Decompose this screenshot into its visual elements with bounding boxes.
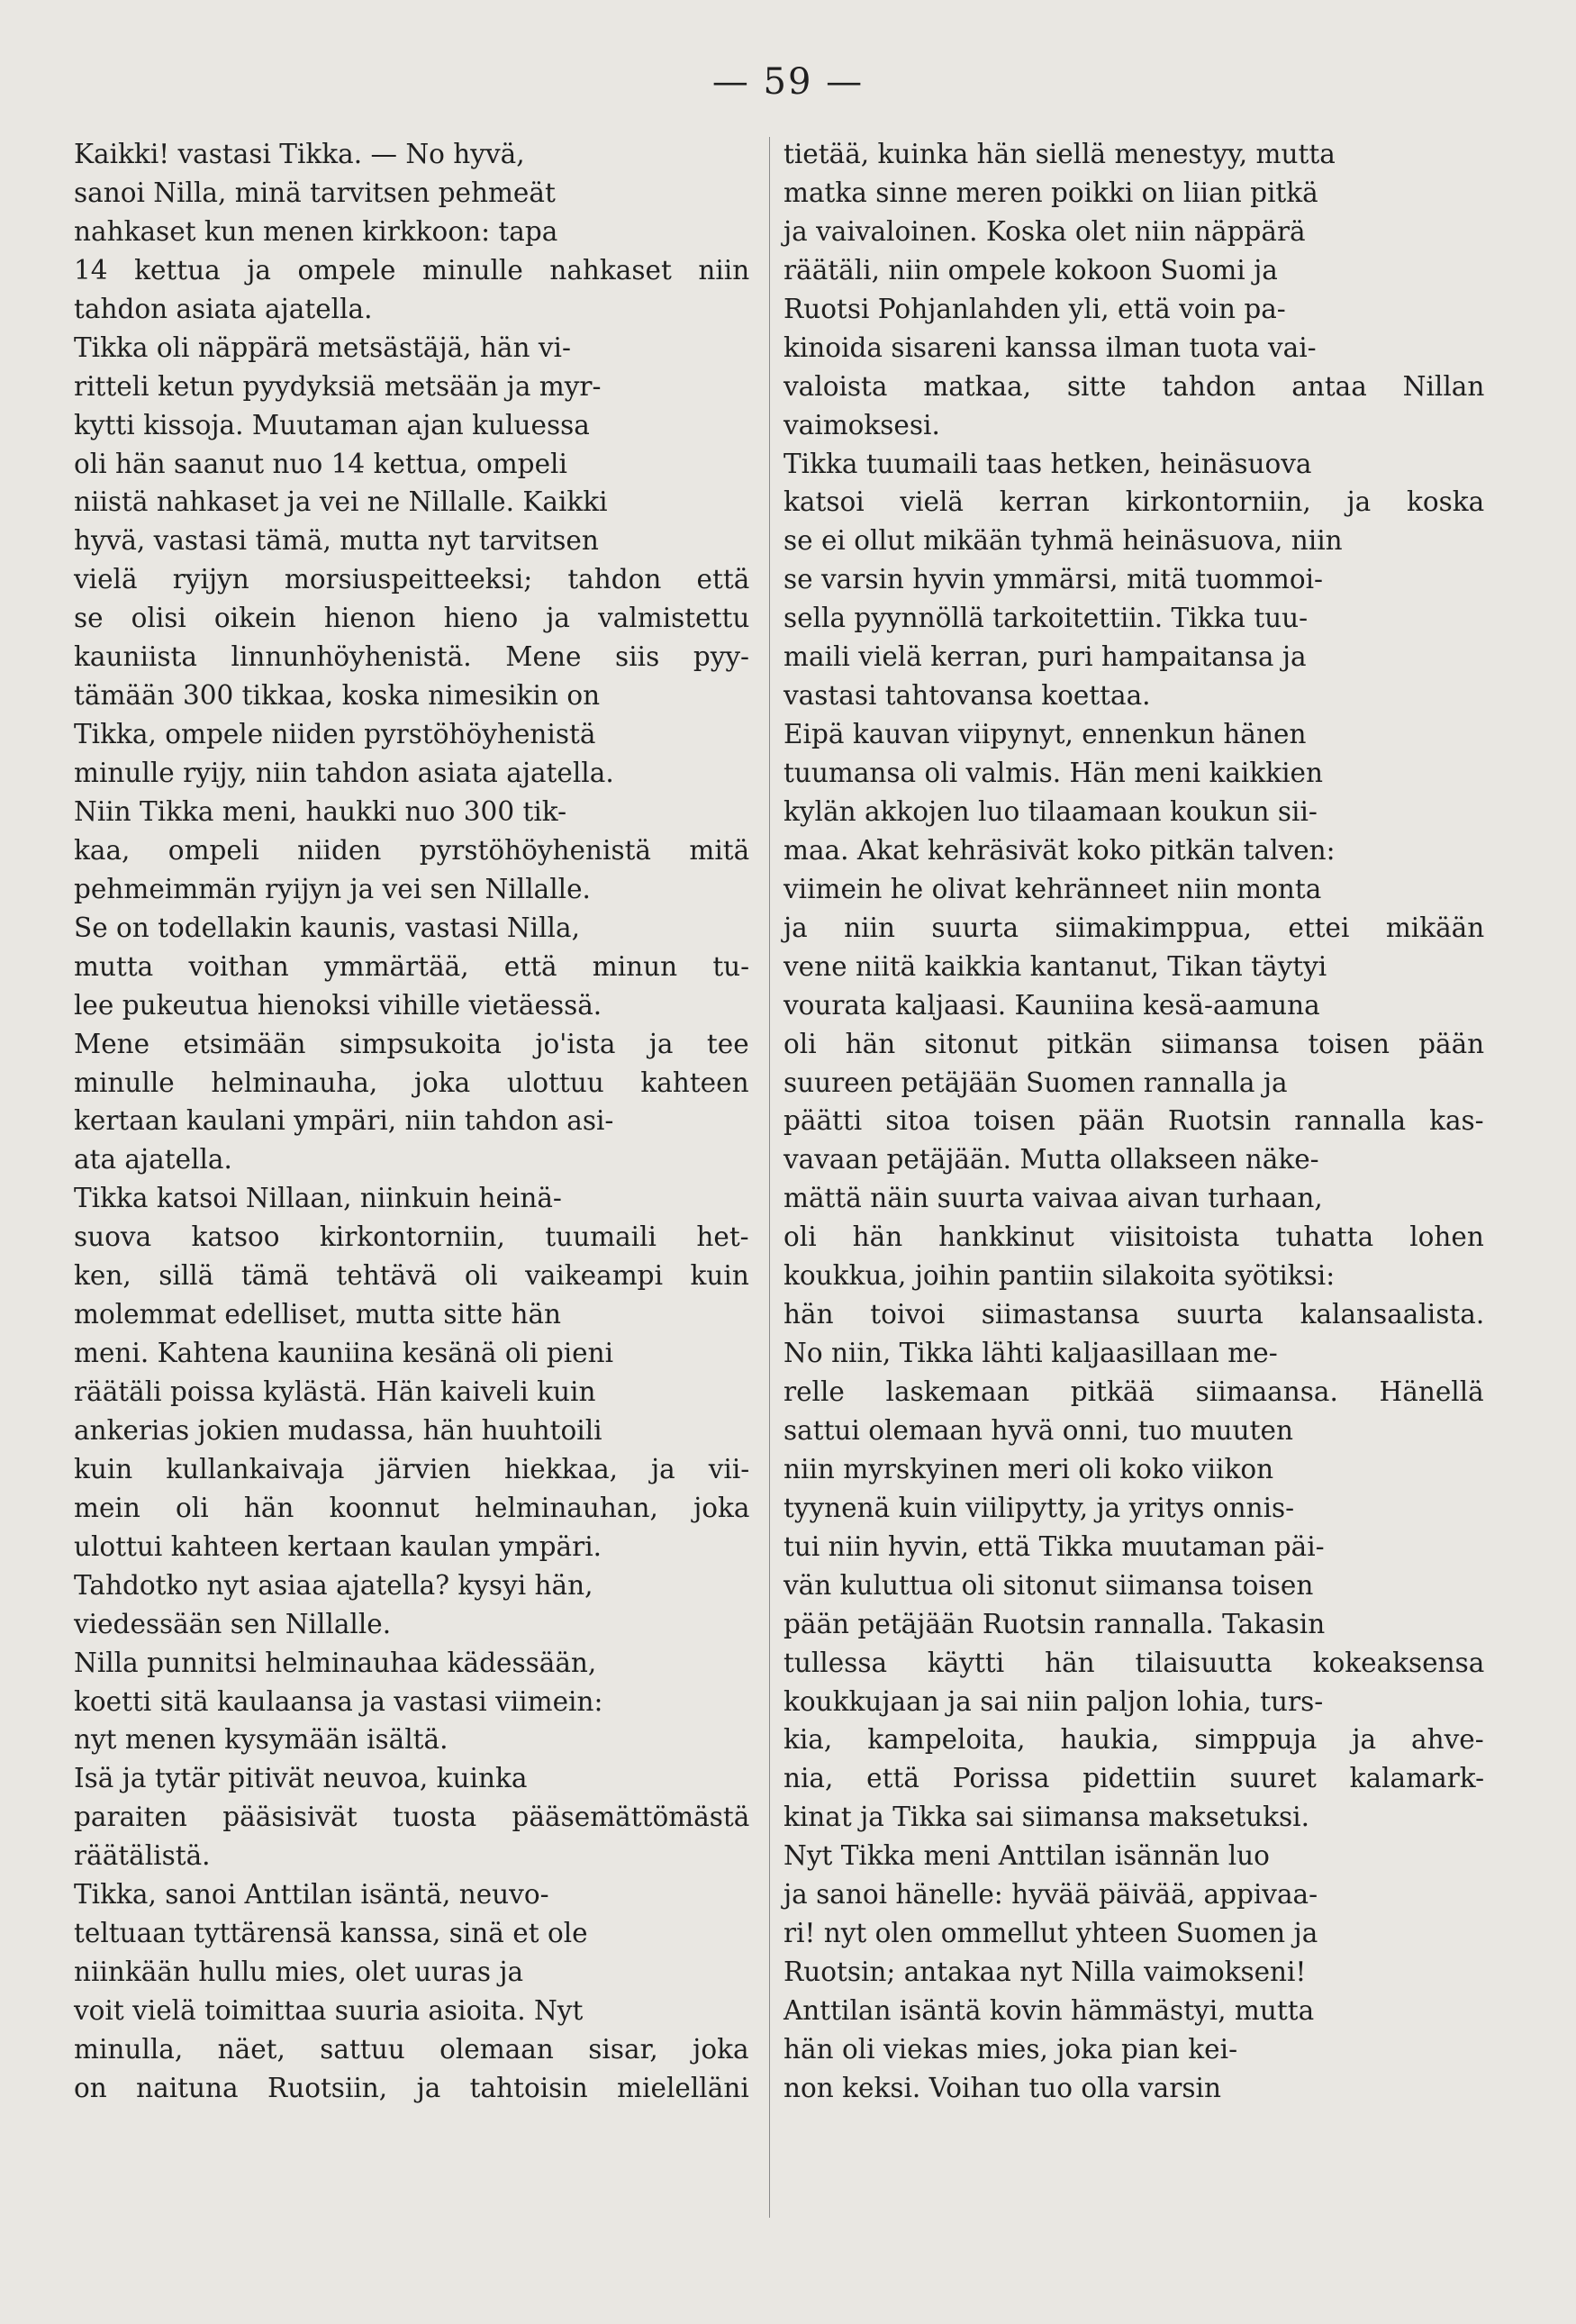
text-line: tyynenä kuin viilipytty, ja yritys onnis- — [783, 1492, 1295, 1523]
text-line: Mene etsimään simpsukoita jo'ista ja tee — [74, 1028, 749, 1059]
text-line: niistä nahkaset ja vei ne Nillalle. Kaikki — [74, 486, 608, 518]
text-line: matka sinne meren poikki on liian pitkä — [783, 177, 1318, 208]
text-line: tuumansa oli valmis. Hän meni kaikkien — [783, 758, 1323, 788]
text-line: hyvä, vastasi tämä, mutta nyt tarvitsen — [74, 525, 599, 557]
text-line: vän kuluttua oli sitonut siimansa toisen — [783, 1569, 1314, 1601]
text-line: se olisi oikein hienon hieno ja valmistettu — [74, 603, 750, 634]
text-line: katsoi vielä kerran kirkontorniin, ja koska — [783, 486, 1485, 518]
page-number: — 59 — — [711, 61, 865, 103]
text-line: Nyt Tikka meni Anttilan isännän luo — [783, 1840, 1270, 1872]
text-line: vielä ryijyn morsiuspeitteeksi; tahdon että — [74, 564, 750, 595]
text-line: nahkaset kun menen kirkkoon: tapa — [74, 215, 558, 247]
text-line: nia, että Porissa pidettiin suuret kalamark- — [783, 1763, 1485, 1794]
text-line: tahdon asiata ajatella. — [74, 293, 373, 324]
text-line: kertaan kaulani ympäri, niin tahdon asi- — [74, 1105, 614, 1137]
text-line: 14 kettua ja ompele minulle nahkaset niin — [74, 254, 750, 286]
text-line: Niin Tikka meni, haukki nuo 300 tik- — [74, 795, 567, 827]
left-column — [74, 135, 749, 2108]
text-line: voit vielä toimittaa suuria asioita. Nyt — [74, 1995, 584, 2026]
text-line: sattui olemaan hyvä onni, tuo muuten — [783, 1414, 1293, 1446]
text-line: Tikka, ompele niiden pyrstöhöyhenistä — [74, 719, 596, 750]
text-line: niin myrskyinen meri oli koko viikon — [783, 1453, 1274, 1484]
text-line: relle laskemaan pitkää siimaansa. Hänellä — [783, 1376, 1484, 1407]
text-line: ri! nyt olen ommellut yhteen Suomen ja — [783, 1918, 1318, 1949]
text-line: oli hän hankkinut viisitoista tuhatta lohen — [783, 1221, 1484, 1253]
text-line: Isä ja tytär pitivät neuvoa, kuinka — [74, 1763, 528, 1794]
text-line: se ei ollut mikään tyhmä heinäsuova, niin — [783, 525, 1343, 557]
text-line: minulle helminauha, joka ulottuu kahteen — [74, 1067, 749, 1098]
text-line: nyt menen kysymään isältä. — [74, 1724, 448, 1756]
text-line: pään petäjään Ruotsin rannalla. Takasin — [783, 1608, 1326, 1639]
text-line: kia, kampeloita, haukia, simppuja ja ahve- — [783, 1724, 1484, 1756]
text-line: lee pukeutua hienoksi vihille vietäessä. — [74, 989, 602, 1021]
text-line: hän oli viekas mies, joka pian kei- — [783, 2033, 1238, 2065]
text-line: tullessa käytti hän tilaisuutta kokeaksensa — [783, 1647, 1485, 1678]
text-line: Tikka katsoi Nillaan, niinkuin heinä- — [74, 1183, 562, 1214]
text-line: koukkujaan ja sai niin paljon lohia, turs- — [783, 1685, 1324, 1717]
text-line: Se on todellakin kaunis, vastasi Nilla, — [74, 912, 580, 943]
text-line: on naituna Ruotsiin, ja tahtoisin mielelläni — [74, 2072, 749, 2103]
text-line: vavaan petäjään. Mutta ollakseen näke- — [783, 1144, 1319, 1176]
text-line: vaimoksesi. — [783, 409, 940, 440]
text-line: Eipä kauvan viipynyt, ennenkun hänen — [783, 719, 1307, 750]
text-line: non keksi. Voihan tuo olla varsin — [783, 2072, 1221, 2103]
text-line: kytti kissoja. Muutaman ajan kuluessa — [74, 409, 590, 440]
text-line: kuin kullankaivaja järvien hiekkaa, ja vii- — [74, 1453, 750, 1484]
text-line: Ruotsi Pohjanlahden yli, että voin pa- — [783, 293, 1286, 324]
text-line: pehmeimmän ryijyn ja vei sen Nillalle. — [74, 873, 591, 904]
text-line: se varsin hyvin ymmärsi, mitä tuommoi- — [783, 564, 1324, 595]
text-line: koukkua, joihin pantiin silakoita syötiksi: — [783, 1260, 1336, 1292]
text-line: tietää, kuinka hän siellä menestyy, mutta — [783, 139, 1336, 169]
text-line: valoista matkaa, sitte tahdon antaa Nillan — [783, 370, 1485, 402]
text-line: minulle ryijy, niin tahdon asiata ajatella. — [74, 758, 614, 788]
text-line: ankerias jokien mudassa, hän huuhtoili — [74, 1414, 602, 1446]
text-line: koetti sitä kaulaansa ja vastasi viimein: — [74, 1685, 603, 1717]
right-column — [783, 135, 1484, 2108]
text-line: räätäli poissa kylästä. Hän kaiveli kuin — [74, 1376, 596, 1407]
text-line: No niin, Tikka lähti kaljaasillaan me- — [783, 1338, 1278, 1369]
text-line: ja niin suurta siimakimppua, ettei mikään — [783, 912, 1485, 943]
text-line: minulla, näet, sattuu olemaan sisar, joka — [74, 2033, 749, 2065]
text-line: Tikka tuumaili taas hetken, heinäsuova — [783, 448, 1312, 479]
text-line: kylän akkojen luo tilaamaan koukun sii- — [783, 795, 1318, 827]
text-line: suureen petäjään Suomen rannalla ja — [783, 1067, 1288, 1098]
text-line: hän toivoi siimastansa suurta kalansaalista. — [783, 1299, 1485, 1330]
text-line: ata ajatella. — [74, 1144, 232, 1176]
text-line: maili vielä kerran, puri hampaitansa ja — [783, 641, 1307, 673]
text-line: suova katsoo kirkontorniin, tuumaili het- — [74, 1221, 749, 1253]
text-line: vastasi tahtovansa koettaa. — [783, 680, 1151, 712]
text-line: maa. Akat kehräsivät koko pitkän talven: — [783, 834, 1336, 866]
text-line: ja vaivaloinen. Koska olet niin näppärä — [783, 215, 1306, 247]
text-line: oli hän sitonut pitkän siimansa toisen pään — [783, 1028, 1485, 1059]
text-line: ulottui kahteen kertaan kaulan ympäri. — [74, 1530, 602, 1562]
text-line: räätälistä. — [74, 1840, 211, 1872]
text-line: mein oli hän koonnut helminauhan, joka — [74, 1492, 750, 1523]
text-line: kaa, ompeli niiden pyrstöhöyhenistä mitä — [74, 834, 750, 866]
text-line: vene niitä kaikkia kantanut, Tikan täytyi — [783, 950, 1327, 982]
text-line: ja sanoi hänelle: hyvää päivää, appivaa- — [783, 1879, 1318, 1911]
text-line: räätäli, niin ompele kokoon Suomi ja — [783, 254, 1278, 286]
text-line: Tikka, sanoi Anttilan isäntä, neuvo- — [74, 1879, 549, 1911]
text-line: Nilla punnitsi helminauhaa kädessään, — [74, 1647, 597, 1678]
column-divider — [769, 137, 770, 2218]
text-line: viimein he olivat kehränneet niin monta — [783, 873, 1322, 904]
text-line: paraiten pääsisivät tuosta pääsemättömästä — [74, 1802, 750, 1833]
text-line: Tikka oli näppärä metsästäjä, hän vi- — [74, 331, 571, 363]
text-line: ken, sillä tämä tehtävä oli vaikeampi kuin — [74, 1260, 749, 1292]
text-line: oli hän saanut nuo 14 kettua, ompeli — [74, 448, 567, 479]
text-line: niinkään hullu mies, olet uuras ja — [74, 1956, 524, 1988]
text-line: sella pyynnöllä tarkoitettiin. Tikka tuu- — [783, 603, 1309, 634]
text-line: kinat ja Tikka sai siimansa maksetuksi. — [783, 1802, 1309, 1833]
text-line: tui niin hyvin, että Tikka muutaman päi- — [783, 1530, 1325, 1562]
text-line: viedessään sen Nillalle. — [74, 1608, 392, 1639]
text-line: Anttilan isäntä kovin hämmästyi, mutta — [783, 1995, 1315, 2026]
text-line: ritteli ketun pyydyksiä metsään ja myr- — [74, 370, 602, 402]
text-line: Tahdotko nyt asiaa ajatella? kysyi hän, — [74, 1569, 593, 1601]
text-line: Kaikki! vastasi Tikka. — No hyvä, — [74, 139, 525, 169]
text-line: mutta voithan ymmärtää, että minun tu- — [74, 950, 750, 982]
text-line: vourata kaljaasi. Kauniina kesä-aamuna — [783, 989, 1320, 1021]
text-line: teltuaan tyttärensä kanssa, sinä et ole — [74, 1918, 588, 1949]
text-line: kauniista linnunhöyhenistä. Mene siis pyy- — [74, 641, 750, 673]
text-line: päätti sitoa toisen pään Ruotsin rannalla kas- — [783, 1105, 1484, 1137]
text-line: mättä näin suurta vaivaa aivan turhaan, — [783, 1183, 1323, 1214]
text-line: meni. Kahtena kauniina kesänä oli pieni — [74, 1338, 614, 1369]
text-line: tämään 300 tikkaa, koska nimesikin on — [74, 680, 601, 712]
text-line: molemmat edelliset, mutta sitte hän — [74, 1299, 562, 1330]
text-line: Ruotsin; antakaa nyt Nilla vaimokseni! — [783, 1956, 1307, 1988]
text-line: kinoida sisareni kanssa ilman tuota vai- — [783, 331, 1317, 363]
text-line: sanoi Nilla, minä tarvitsen pehmeät — [74, 177, 556, 208]
